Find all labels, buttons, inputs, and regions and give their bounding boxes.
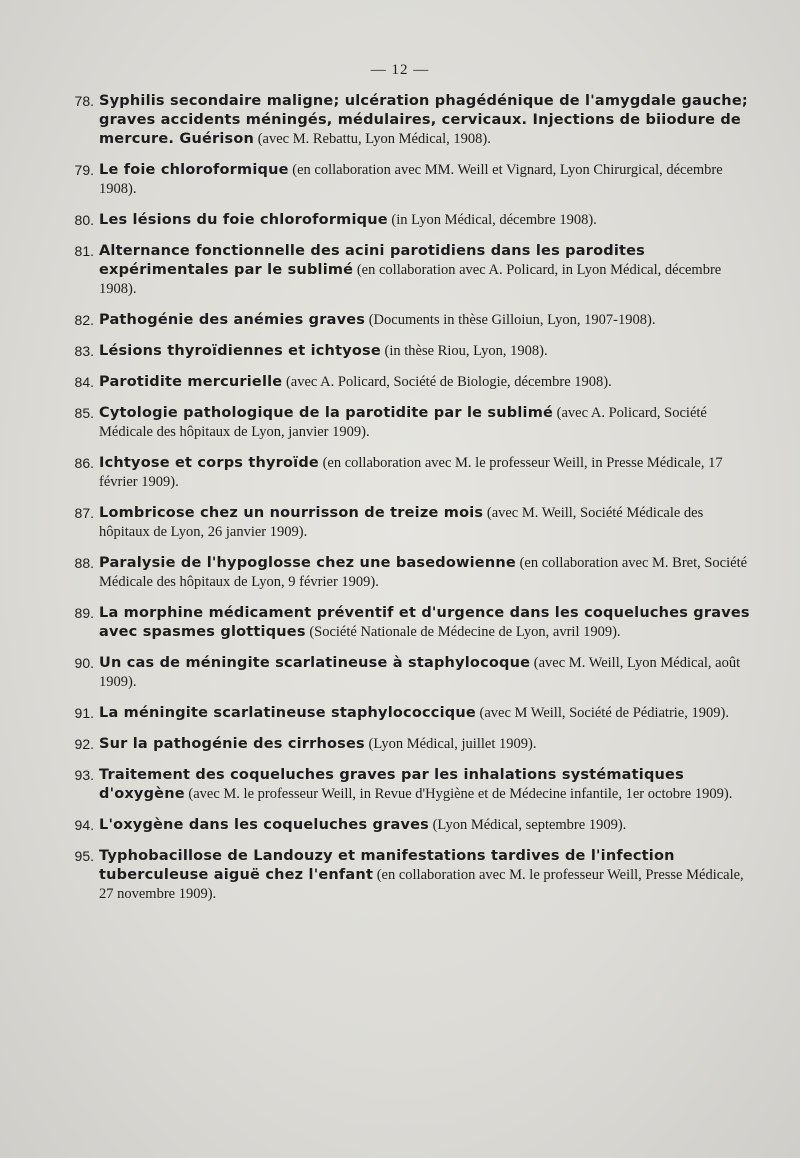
entry-detail: (avec M. Rebattu, Lyon Médical, 1908). xyxy=(257,131,491,147)
entry-number: 85. xyxy=(74,405,94,421)
list-item xyxy=(60,654,750,692)
entry-detail: (in Lyon Médical, décembre 1908). xyxy=(391,212,597,228)
entry-detail: (in thèse Riou, Lyon, 1908). xyxy=(384,343,548,359)
entry-number: 83. xyxy=(74,343,94,359)
list-item xyxy=(60,92,750,149)
entry-title: Alternance fonctionnelle des acini parotidiens dans les parodites expérimentales par le sublimé xyxy=(99,243,645,278)
entry-detail: (en collaboration avec A. Policard, in Lyon Médical, décembre 1908). xyxy=(99,262,722,297)
entry-detail: (avec M. Weill, Société Médicale des hôpitaux de Lyon, 26 janvier 1909). xyxy=(99,505,704,540)
entry-title: L'oxygène dans les coqueluches graves xyxy=(99,817,429,833)
entry-number: 80. xyxy=(74,212,94,228)
entry-number: 91. xyxy=(74,705,94,721)
entry-number: 81. xyxy=(74,243,94,259)
list-item xyxy=(60,504,750,542)
entry-title: Syphilis secondaire maligne; ulcération phagédénique de l'amygdale gauche; graves accidents méningés, médulaires, cervicaux. Injections de biiodure de mercure. Guérison xyxy=(99,93,748,147)
list-item xyxy=(60,766,750,804)
list-item xyxy=(60,816,750,835)
list-item xyxy=(60,161,750,199)
entry-number: 90. xyxy=(74,655,94,671)
entry-detail: (avec A. Policard, Société Médicale des hôpitaux de Lyon, janvier 1909). xyxy=(99,405,707,440)
entry-detail: (avec A. Policard, Société de Biologie, décembre 1908). xyxy=(285,374,612,390)
entry-title: Parotidite mercurielle xyxy=(99,374,283,390)
list-item xyxy=(60,342,750,361)
entry-number: 82. xyxy=(74,312,94,328)
entry-title: Traitement des coqueluches graves par les inhalations systématiques d'oxygène xyxy=(99,767,684,802)
list-item xyxy=(60,373,750,392)
entry-number: 87. xyxy=(74,505,94,521)
entry-number: 79. xyxy=(74,162,94,178)
list-item xyxy=(60,554,750,592)
list-item xyxy=(60,404,750,442)
entry-detail: (en collaboration avec M. le professeur Weill, in Presse Médicale, 17 février 1909). xyxy=(99,455,723,490)
list-item xyxy=(60,847,750,904)
entry-detail: (Société Nationale de Médecine de Lyon, avril 1909). xyxy=(309,624,621,640)
entry-number: 86. xyxy=(74,455,94,471)
entry-number: 78. xyxy=(74,93,94,109)
entry-title: La morphine médicament préventif et d'urgence dans les coqueluches graves avec spasmes glottiques xyxy=(99,605,750,640)
entry-number: 89. xyxy=(74,605,94,621)
list-item xyxy=(60,704,750,723)
entry-title: Lésions thyroïdiennes et ichtyose xyxy=(99,343,381,359)
entry-detail: (avec M. le professeur Weill, in Revue d'Hygiène et de Médecine infantile, 1er octobre 1909). xyxy=(188,786,733,802)
entry-detail: (Lyon Médical, septembre 1909). xyxy=(432,817,627,833)
entry-title: La méningite scarlatineuse staphylococcique xyxy=(99,705,476,721)
entry-title: Pathogénie des anémies graves xyxy=(99,312,366,328)
list-item xyxy=(60,311,750,330)
entry-number: 93. xyxy=(74,767,94,783)
list-item xyxy=(60,454,750,492)
entry-number: 88. xyxy=(74,555,94,571)
entry-title: Les lésions du foie chloroformique xyxy=(99,212,388,228)
entry-title: Ichtyose et corps thyroïde xyxy=(99,455,319,471)
entry-title: Un cas de méningite scarlatineuse à staphylocoque xyxy=(99,655,531,671)
list-item xyxy=(60,735,750,754)
page-number: — 12 — xyxy=(370,62,430,78)
entry-detail: (avec M Weill, Société de Pédiatrie, 1909). xyxy=(479,705,729,721)
entry-detail: (Lyon Médical, juillet 1909). xyxy=(368,736,537,752)
entry-title: Lombricose chez un nourrisson de treize mois xyxy=(99,505,484,521)
entry-number: 92. xyxy=(74,736,94,752)
entry-detail: (en collaboration avec M. le professeur Weill, Presse Médicale, 27 novembre 1909). xyxy=(99,867,744,902)
bibliography-list xyxy=(60,92,750,916)
entry-title: Typhobacillose de Landouzy et manifestations tardives de l'infection tuberculeuse aiguë chez l'enfant xyxy=(99,848,675,883)
entry-number: 84. xyxy=(74,374,94,390)
entry-detail: (Documents in thèse Gilloiun, Lyon, 1907-1908). xyxy=(368,312,656,328)
entry-detail: (avec M. Weill, Lyon Médical, août 1909). xyxy=(99,655,741,690)
list-item xyxy=(60,604,750,642)
entry-title: Sur la pathogénie des cirrhoses xyxy=(99,736,365,752)
entry-detail: (en collaboration avec MM. Weill et Vignard, Lyon Chirurgical, décembre 1908). xyxy=(99,162,723,197)
entry-number: 94. xyxy=(74,817,94,833)
list-item xyxy=(60,242,750,299)
entry-title: Cytologie pathologique de la parotidite par le sublimé xyxy=(99,405,554,421)
entry-title: Le foie chloroformique xyxy=(99,162,289,178)
entry-detail: (en collaboration avec M. Bret, Société Médicale des hôpitaux de Lyon, 9 février 1909). xyxy=(99,555,748,590)
entry-title: Paralysie de l'hypoglosse chez une basedowienne xyxy=(99,555,516,571)
entry-number: 95. xyxy=(74,848,94,864)
list-item xyxy=(60,211,750,230)
